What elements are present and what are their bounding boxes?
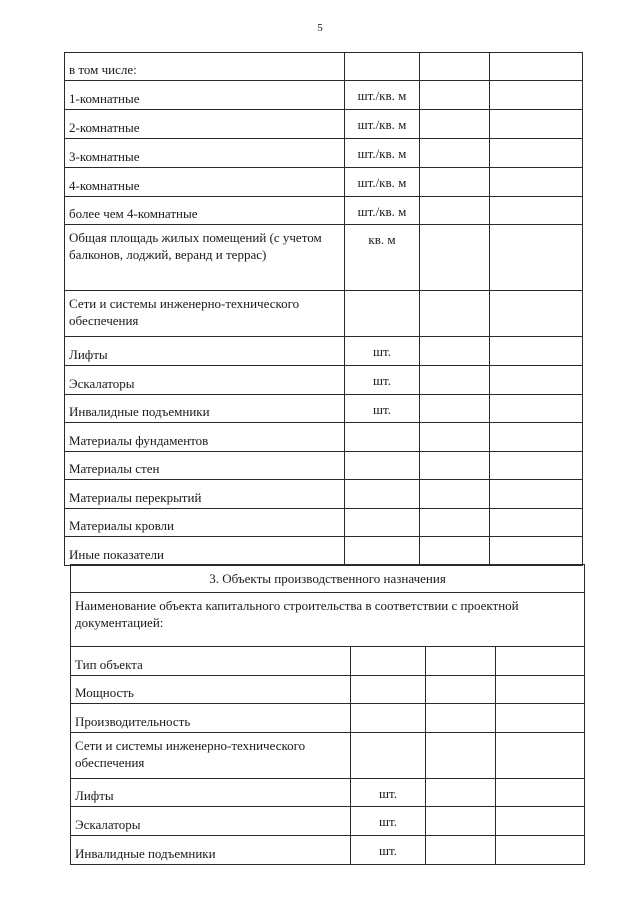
table-row [65,139,583,168]
table-row [71,704,585,733]
table-row [65,197,583,225]
actual-value-cell [490,452,583,480]
unit-cell [351,676,426,704]
actual-value-cell [496,704,585,733]
actual-value-cell [490,168,583,197]
design-value-cell [426,647,496,676]
indicator-label: Тип объекта [71,647,351,676]
unit-cell: шт. [345,395,420,423]
indicator-label: Лифты [71,779,351,807]
unit-cell: шт. [351,836,426,865]
actual-value-cell [496,779,585,807]
design-value-cell [426,779,496,807]
unit-cell [345,537,420,566]
section-title: 3. Объекты производственного назначения [71,565,585,593]
residential-indicators-table [64,52,583,566]
table-row [65,337,583,366]
design-value-cell [420,480,490,509]
indicator-label: Иные показатели [65,537,345,566]
table-row [65,452,583,480]
indicator-label: Инвалидные подъемники [65,395,345,423]
unit-cell: кв. м [345,225,420,291]
actual-value-cell [490,480,583,509]
indicator-label: Эскалаторы [65,366,345,395]
actual-value-cell [496,647,585,676]
indicator-label: Эскалаторы [71,807,351,836]
object-name-label: Наименование объекта капитального строительства в соответствии с проектной документацией: [71,593,585,647]
design-value-cell [426,704,496,733]
indicator-label: Инвалидные подъемники [71,836,351,865]
table-row [65,423,583,452]
unit-cell: шт. [345,366,420,395]
indicator-label: 3-комнатные [65,139,345,168]
table-row [65,366,583,395]
table-row [65,168,583,197]
table-row [65,291,583,337]
unit-cell: шт./кв. м [345,81,420,110]
table-row [71,807,585,836]
unit-cell: шт. [345,337,420,366]
table-row [71,647,585,676]
unit-cell: шт./кв. м [345,139,420,168]
design-value-cell [420,225,490,291]
table-row [71,733,585,779]
table-row [71,779,585,807]
unit-cell: шт./кв. м [345,197,420,225]
indicator-label: Сети и системы инженерно-технического обеспечения [71,733,351,779]
design-value-cell [420,291,490,337]
indicator-label: Производительность [71,704,351,733]
unit-cell [351,647,426,676]
design-value-cell [420,110,490,139]
indicator-label: Материалы стен [65,452,345,480]
actual-value-cell [490,366,583,395]
actual-value-cell [490,423,583,452]
design-value-cell [420,395,490,423]
actual-value-cell [490,81,583,110]
design-value-cell [420,509,490,537]
unit-cell [345,53,420,81]
design-value-cell [420,366,490,395]
design-value-cell [426,836,496,865]
indicator-label: Материалы фундаментов [65,423,345,452]
table-row [65,53,583,81]
indicator-label: Материалы перекрытий [65,480,345,509]
indicator-label: в том числе: [65,53,345,81]
industrial-indicators-table [70,564,585,865]
table-row [65,537,583,566]
unit-cell [345,423,420,452]
unit-cell [345,291,420,337]
indicator-label: Общая площадь жилых помещений (с учетом балконов, лоджий, веранд и террас) [65,225,345,291]
table-row [65,480,583,509]
table-row [65,509,583,537]
indicator-label: Лифты [65,337,345,366]
design-value-cell [420,139,490,168]
unit-cell: шт. [351,807,426,836]
actual-value-cell [490,395,583,423]
indicator-label: 2-комнатные [65,110,345,139]
design-value-cell [426,676,496,704]
design-value-cell [420,53,490,81]
unit-cell [345,480,420,509]
design-value-cell [420,337,490,366]
unit-cell [345,452,420,480]
section-header-row [71,565,585,593]
unit-cell [345,509,420,537]
table-row [65,395,583,423]
design-value-cell [426,807,496,836]
actual-value-cell [490,53,583,81]
indicator-label: Мощность [71,676,351,704]
actual-value-cell [490,139,583,168]
actual-value-cell [496,676,585,704]
design-value-cell [420,537,490,566]
actual-value-cell [490,225,583,291]
actual-value-cell [490,110,583,139]
table-row [71,676,585,704]
actual-value-cell [490,291,583,337]
unit-cell: шт./кв. м [345,168,420,197]
object-name-row [71,593,585,647]
table-row [71,836,585,865]
indicator-label: более чем 4-комнатные [65,197,345,225]
unit-cell [351,733,426,779]
design-value-cell [426,733,496,779]
actual-value-cell [490,509,583,537]
actual-value-cell [496,836,585,865]
indicator-label: 4-комнатные [65,168,345,197]
actual-value-cell [490,537,583,566]
table-row [65,110,583,139]
design-value-cell [420,452,490,480]
design-value-cell [420,168,490,197]
unit-cell: шт./кв. м [345,110,420,139]
page-number: 5 [317,22,323,34]
actual-value-cell [490,337,583,366]
table-row [65,225,583,291]
design-value-cell [420,423,490,452]
indicator-label: Сети и системы инженерно-технического обеспечения [65,291,345,337]
table-row [65,81,583,110]
design-value-cell [420,81,490,110]
actual-value-cell [490,197,583,225]
unit-cell: шт. [351,779,426,807]
indicator-label: Материалы кровли [65,509,345,537]
actual-value-cell [496,807,585,836]
indicator-label: 1-комнатные [65,81,345,110]
design-value-cell [420,197,490,225]
actual-value-cell [496,733,585,779]
unit-cell [351,704,426,733]
